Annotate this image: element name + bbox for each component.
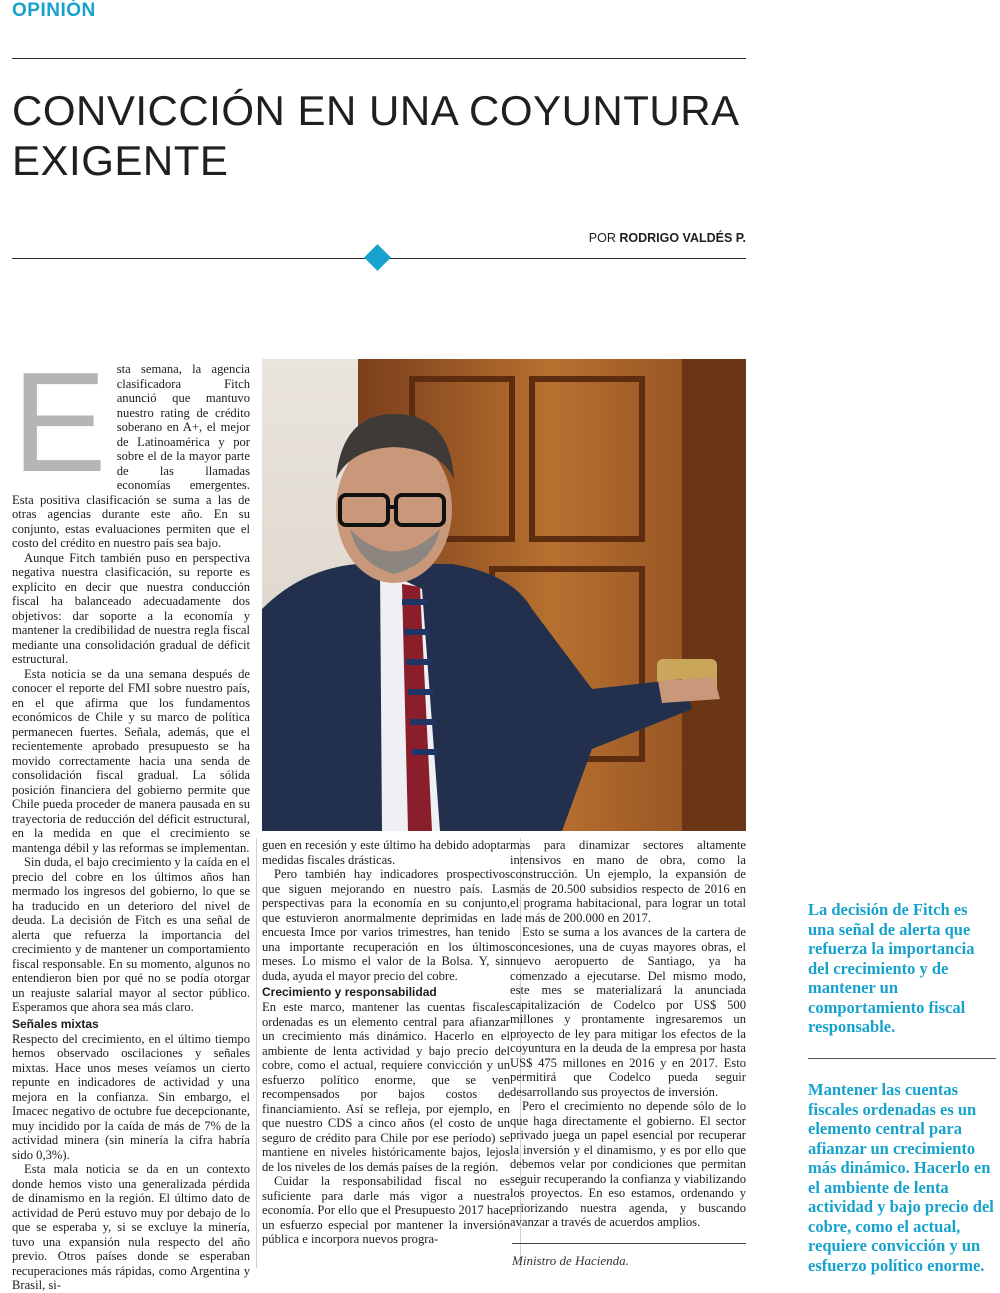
byline-author: RODRIGO VALDÉS P. (619, 231, 746, 245)
article-column-1 (12, 343, 250, 1293)
pull-quote-1: La decisión de Fitch es una señal de alerta que refuerza la importancia del crecimiento y de mantener un comportamiento fiscal responsable. (808, 900, 975, 1036)
pull-quote-divider (808, 1058, 996, 1059)
paragraph: Esta semana, la agencia clasificadora Fitch anunció que mantuvo nuestro rating de crédito soberano en A+, el mejor de Latinoamérica y por sobre el de la mayor parte de las llamadas economías emergentes. Esta positiva clasificación se suma a las de otras agencias durante este año. En su conjunto, estas evaluaciones permiten que el costo del crédito en nuestro país sea bajo. (12, 343, 250, 550)
paragraph: Esto se suma a los avances de la cartera de concesiones, una de cuyas mayores obras, el nuevo aeropuerto de Santiago, ya ha comenzado a ejecutarse. Del mismo modo, este mes se materializará la anunciada capitalización de Codelco por US$ 500 millones y prontamente ingresaremos un proyecto de ley para mitigar los efectos de la coyuntura en la deuda de la empresa por hasta US$ 475 millones en 2016 y en 2017. Esto permitirá que Codelco pueda seguir desarrollando sus proyectos de inversión. (510, 925, 746, 1099)
paragraph: Esta mala noticia se da en un contexto donde hemos visto una generalizada pérdida de dinamismo en la región. El último dato de actividad de Perú estuvo muy por debajo de lo que se esperaba y, si se excluye la minería, tuvo una expansión nula respecto del año previo. Otros países donde se esperaban recuperaciones más rápidas, como Argentina y Brasil, si- (12, 1162, 250, 1292)
diamond-ornament-icon (364, 244, 391, 271)
paragraph: Aunque Fitch también puso en perspectiva negativa nuestra clasificación, su reporte es explícito en decir que nuestra conducción fiscal ha balanceado adecuadamente dos objetivos: dar soporte a la economía y mantener la credibilidad de nuestra regla fiscal mediante una consolidación gradual de déficit estructural. (12, 550, 250, 666)
byline-prefix: POR (588, 231, 616, 245)
section-label: OPINIÓN (12, 0, 96, 21)
article-column-3 (510, 838, 746, 1230)
top-rule (12, 58, 746, 59)
byline (589, 231, 746, 245)
paragraph: Pero el crecimiento no depende sólo de lo que haga directamente el gobierno. El sector privado juega un papel esencial por recuperar la inversión y el dinamismo, y es por ello que debemos velar por condiciones que permitan seguir recuperando la confianza y viabilizando los proyectos. En eso estamos, ordenando y priorizando nuestra agenda, y buscando avanzar a través de acuerdos amplios. (510, 1099, 746, 1229)
article-column-2 (262, 838, 510, 1247)
paragraph: Cuidar la responsabilidad fiscal no es suficiente para darle más vigor a nuestra economía. Por ello que el Presupuesto 2017 hace un esfuerzo especial por mantener la inversión pública e incorpora nuevos progra- (262, 1174, 510, 1246)
subheading: Señales mixtas (12, 1016, 99, 1031)
author-photo (262, 359, 746, 831)
signature-rule (512, 1243, 746, 1244)
paragraph: guen en recesión y este último ha debido adoptar medidas fiscales drásticas. (262, 838, 510, 867)
paragraph: mas para dinamizar sectores altamente intensivos en mano de obra, como la construcción. Un ejemplo, la expansión de más de 20.500 subsidios respecto de 2016 en el programa habitacional, para lograr un total de más de 200.000 en 2017. (510, 838, 746, 925)
drop-cap: E (12, 343, 107, 502)
article-headline: CONVICCIÓN EN UNA COYUNTURA EXIGENTE (12, 87, 738, 184)
paragraph: Sin duda, el bajo crecimiento y la caída en el precio del cobre en los últimos años han mermado los ingresos del gobierno, lo que se ha traducido en un deterioro del nivel de deuda. La decisión de Fitch es una señal de alerta que refuerza la importancia del crecimiento y de mantener un comportamiento fiscal responsable. En su momento, algunos no entendieron bien por qué no se podía otorgar un reajuste salarial mayor al sector público. Esperamos que ahora sea más claro. (12, 855, 250, 1014)
author-signature: Ministro de Hacienda. (512, 1253, 629, 1268)
subheading: Crecimiento y responsabilidad (262, 985, 437, 999)
paragraph: Respecto del crecimiento, en el último tiempo hemos observado oscilaciones y señales mixtas. Hace unos meses veíamos un cierto repunte en indicadores de actividad y una mejora en la confianza. Sin embargo, el Imacec negativo de octubre fue decepcionante, muy incidido por la caída de más de 7% de la actividad minera (sin minería la cifra habría sido 0,3%). (12, 1031, 250, 1162)
paragraph: Esta noticia se da una semana después de conocer el reporte del FMI sobre nuestro país, en el que afirma que los fundamentos económicos de Chile y su marco de política permanecen fuertes. Señala, además, que el recientemente aprobado presupuesto se ha movido correctamente hacia una senda de consolidación fiscal gradual. La sólida posición financiera del gobierno permite que Chile pueda proceder de manera pausada en su trayectoria de reducción del déficit estructural, en la medida en que el crecimiento se mantenga débil y las reformas se implementan. (12, 666, 250, 855)
paragraph: En este marco, mantener las cuentas fiscales ordenadas es un elemento central para afianzar un crecimiento más dinámico. Hacerlo en el ambiente de lenta actividad y bajo precio del cobre, como el actual, requiere convicción y un esfuerzo político enorme, que se ven recompensados por bajos costos de financiamiento. Así se refleja, por ejemplo, en que nuestro CDS a cinco años (el costo de un seguro de crédito para Chile por ese período) se mantiene en niveles históricamente bajos, lejos de los niveles de los demás países de la región. (262, 1000, 510, 1174)
paragraph: Pero también hay indicadores prospectivos que siguen mejorando en nuestro país. Las perspectivas para la economía en su conjunto, que estuvieron anormalmente deprimidas en la encuesta Imce por varios trimestres, han tenido una importante recuperación en los últimos meses. Lo mismo el valor de la Bolsa. Y, sin duda, ayuda el mayor precio del cobre. (262, 867, 510, 983)
pull-quote-2: Mantener las cuentas fiscales ordenadas es un elemento central para afianzar un crecimiento más dinámico. Hacerlo en el ambiente de lenta actividad y bajo precio del cobre, como el actual, requiere convicción y un esfuerzo político enorme. (808, 1080, 994, 1275)
column-divider (256, 838, 257, 1268)
